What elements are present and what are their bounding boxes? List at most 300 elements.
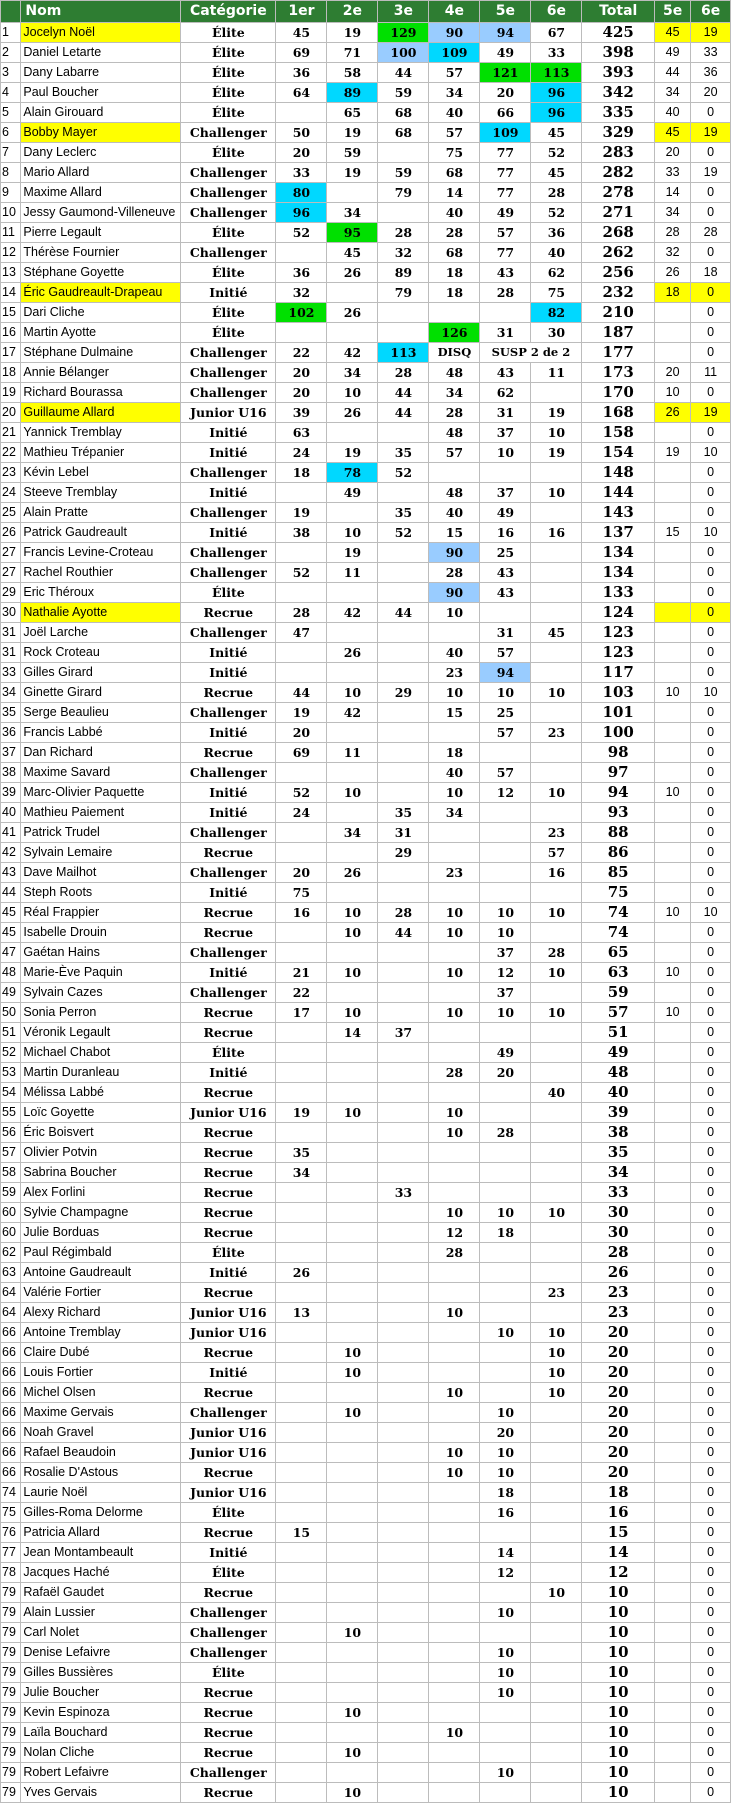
- score-cell: 10: [531, 1323, 582, 1343]
- player-name-cell: Rachel Routhier: [21, 563, 181, 583]
- score-cell: 113: [531, 63, 582, 83]
- excluded-score-cell: [654, 823, 690, 843]
- score-cell: 18: [480, 1223, 531, 1243]
- score-cell: [378, 1483, 429, 1503]
- table-row: [1, 563, 731, 583]
- score-cell: [276, 1683, 327, 1703]
- excluded-score-cell: 28: [654, 223, 690, 243]
- score-cell: [276, 1243, 327, 1263]
- player-name-cell: Gilles Bussières: [21, 1663, 181, 1683]
- score-cell: 71: [327, 43, 378, 63]
- score-cell: 28: [480, 1123, 531, 1143]
- score-cell: 10: [327, 383, 378, 403]
- player-name-cell: Mathieu Paiement: [21, 803, 181, 823]
- score-cell: SUSP 2 de 2: [480, 343, 582, 363]
- total-cell: 59: [582, 983, 655, 1003]
- category-cell: Challenger: [181, 543, 276, 563]
- score-cell: 10: [480, 1683, 531, 1703]
- excluded-score-cell: 0: [691, 1123, 731, 1143]
- excluded-score-cell: 10: [691, 443, 731, 463]
- score-cell: 10: [480, 1463, 531, 1483]
- score-cell: [531, 1463, 582, 1483]
- rank-cell: 49: [1, 983, 21, 1003]
- excluded-score-cell: 0: [691, 1403, 731, 1423]
- total-cell: 74: [582, 923, 655, 943]
- score-cell: 28: [480, 283, 531, 303]
- score-cell: 11: [327, 563, 378, 583]
- total-cell: 16: [582, 1503, 655, 1523]
- total-cell: 10: [582, 1703, 655, 1723]
- score-cell: 10: [531, 483, 582, 503]
- excluded-score-cell: [654, 623, 690, 643]
- excluded-score-cell: 0: [691, 1743, 731, 1763]
- score-cell: 44: [378, 63, 429, 83]
- score-cell: [480, 863, 531, 883]
- score-cell: 23: [429, 663, 480, 683]
- player-name-cell: Patricia Allard: [21, 1523, 181, 1543]
- score-cell: 31: [480, 323, 531, 343]
- player-name-cell: Patrick Trudel: [21, 823, 181, 843]
- rank-cell: 57: [1, 1143, 21, 1163]
- score-cell: [378, 1003, 429, 1023]
- total-cell: 144: [582, 483, 655, 503]
- player-name-cell: Laïla Bouchard: [21, 1723, 181, 1743]
- score-cell: 49: [327, 483, 378, 503]
- score-cell: [480, 1163, 531, 1183]
- rank-cell: 66: [1, 1463, 21, 1483]
- player-name-cell: Maxime Allard: [21, 183, 181, 203]
- category-cell: Recrue: [181, 923, 276, 943]
- score-cell: [480, 1383, 531, 1403]
- category-cell: Élite: [181, 143, 276, 163]
- table-row: [1, 1743, 731, 1763]
- score-cell: [429, 1623, 480, 1643]
- category-cell: Élite: [181, 1043, 276, 1063]
- score-cell: [276, 943, 327, 963]
- table-row: [1, 1263, 731, 1283]
- total-cell: 282: [582, 163, 655, 183]
- score-cell: 49: [480, 203, 531, 223]
- category-cell: Élite: [181, 263, 276, 283]
- table-row: [1, 23, 731, 43]
- table-row: [1, 1623, 731, 1643]
- table-row: [1, 83, 731, 103]
- rank-cell: 56: [1, 1123, 21, 1143]
- category-cell: Initié: [181, 663, 276, 683]
- rank-cell: 22: [1, 443, 21, 463]
- score-cell: 16: [480, 1503, 531, 1523]
- score-cell: [327, 1603, 378, 1623]
- excluded-score-cell: [654, 803, 690, 823]
- excluded-score-cell: [654, 1443, 690, 1463]
- table-row: [1, 163, 731, 183]
- excluded-score-cell: [654, 1063, 690, 1083]
- player-name-cell: Antoine Tremblay: [21, 1323, 181, 1343]
- score-cell: [480, 743, 531, 763]
- score-cell: [276, 583, 327, 603]
- excluded-score-cell: 18: [691, 263, 731, 283]
- excluded-score-cell: 0: [691, 1463, 731, 1483]
- excluded-score-cell: 26: [654, 263, 690, 283]
- score-cell: [327, 763, 378, 783]
- category-cell: Élite: [181, 1503, 276, 1523]
- excluded-score-cell: [654, 1523, 690, 1543]
- excluded-score-cell: [654, 483, 690, 503]
- category-cell: Challenger: [181, 983, 276, 1003]
- score-cell: [378, 783, 429, 803]
- player-name-cell: Paul Boucher: [21, 83, 181, 103]
- category-cell: Challenger: [181, 703, 276, 723]
- score-cell: 57: [429, 443, 480, 463]
- score-cell: [276, 823, 327, 843]
- score-cell: [531, 1143, 582, 1163]
- rank-cell: 79: [1, 1703, 21, 1723]
- score-cell: [327, 1683, 378, 1703]
- score-cell: 75: [531, 283, 582, 303]
- category-cell: Élite: [181, 303, 276, 323]
- score-cell: [378, 1223, 429, 1243]
- excluded-score-cell: 0: [691, 563, 731, 583]
- score-cell: 96: [276, 203, 327, 223]
- rank-cell: 76: [1, 1523, 21, 1543]
- score-cell: [327, 583, 378, 603]
- score-cell: 49: [480, 43, 531, 63]
- score-cell: [429, 1143, 480, 1163]
- score-cell: [531, 1603, 582, 1623]
- score-cell: [276, 1463, 327, 1483]
- excluded-score-cell: 0: [691, 203, 731, 223]
- score-cell: 10: [480, 1403, 531, 1423]
- player-name-cell: Loïc Goyette: [21, 1103, 181, 1123]
- total-cell: 210: [582, 303, 655, 323]
- table-row: [1, 1303, 731, 1323]
- rank-cell: 79: [1, 1603, 21, 1623]
- table-row: [1, 943, 731, 963]
- score-cell: [276, 1403, 327, 1423]
- score-cell: [378, 1383, 429, 1403]
- score-cell: 34: [429, 803, 480, 823]
- rank-cell: 31: [1, 623, 21, 643]
- player-name-cell: Michael Chabot: [21, 1043, 181, 1063]
- total-cell: 342: [582, 83, 655, 103]
- total-cell: 74: [582, 903, 655, 923]
- score-cell: 38: [276, 523, 327, 543]
- score-cell: 68: [429, 163, 480, 183]
- excluded-score-cell: 0: [691, 1623, 731, 1643]
- rank-cell: 50: [1, 1003, 21, 1023]
- score-cell: [276, 243, 327, 263]
- category-cell: Challenger: [181, 463, 276, 483]
- score-cell: [429, 1023, 480, 1043]
- rank-cell: 44: [1, 883, 21, 903]
- score-cell: [378, 303, 429, 323]
- score-cell: [378, 1583, 429, 1603]
- score-cell: [429, 1423, 480, 1443]
- score-cell: [429, 1643, 480, 1663]
- score-cell: 126: [429, 323, 480, 343]
- score-cell: [276, 543, 327, 563]
- score-cell: [327, 183, 378, 203]
- score-cell: 109: [429, 43, 480, 63]
- table-row: [1, 1323, 731, 1343]
- score-cell: 19: [531, 443, 582, 463]
- score-cell: 33: [531, 43, 582, 63]
- score-cell: [276, 1203, 327, 1223]
- player-name-cell: Noah Gravel: [21, 1423, 181, 1443]
- score-cell: [276, 1323, 327, 1343]
- score-cell: 47: [276, 623, 327, 643]
- excluded-score-cell: [654, 863, 690, 883]
- excluded-score-cell: [654, 983, 690, 1003]
- rank-cell: 24: [1, 483, 21, 503]
- score-cell: 65: [327, 103, 378, 123]
- rank-cell: 42: [1, 843, 21, 863]
- excluded-score-cell: 0: [691, 1663, 731, 1683]
- total-cell: 15: [582, 1523, 655, 1543]
- score-cell: [327, 1063, 378, 1083]
- table-row: [1, 1023, 731, 1043]
- total-cell: 23: [582, 1303, 655, 1323]
- player-name-cell: Rosalie D'Astous: [21, 1463, 181, 1483]
- score-cell: 28: [429, 1243, 480, 1263]
- score-cell: [276, 1703, 327, 1723]
- player-name-cell: Alex Forlini: [21, 1183, 181, 1203]
- category-cell: Recrue: [181, 1723, 276, 1743]
- rank-cell: 4: [1, 83, 21, 103]
- score-cell: [531, 743, 582, 763]
- player-name-cell: Steeve Tremblay: [21, 483, 181, 503]
- score-cell: 43: [480, 563, 531, 583]
- player-name-cell: Maxime Savard: [21, 763, 181, 783]
- excluded-score-cell: 20: [654, 363, 690, 383]
- category-cell: Challenger: [181, 183, 276, 203]
- excluded-score-cell: 0: [691, 1283, 731, 1303]
- table-row: [1, 1503, 731, 1523]
- score-cell: [327, 1183, 378, 1203]
- table-row: [1, 103, 731, 123]
- category-cell: Initié: [181, 1363, 276, 1383]
- excluded-score-cell: 20: [691, 83, 731, 103]
- player-name-cell: Mario Allard: [21, 163, 181, 183]
- excluded-score-cell: [654, 1083, 690, 1103]
- player-name-cell: Kévin Lebel: [21, 463, 181, 483]
- score-cell: [327, 943, 378, 963]
- rank-cell: 41: [1, 823, 21, 843]
- category-cell: Initié: [181, 1063, 276, 1083]
- score-cell: [429, 1543, 480, 1563]
- rank-cell: 79: [1, 1783, 21, 1803]
- score-cell: 10: [327, 1703, 378, 1723]
- player-name-cell: Dany Leclerc: [21, 143, 181, 163]
- rank-cell: 60: [1, 1203, 21, 1223]
- table-row: [1, 1683, 731, 1703]
- table-row: [1, 123, 731, 143]
- score-cell: 57: [429, 123, 480, 143]
- score-cell: [327, 1503, 378, 1523]
- score-cell: 10: [531, 1203, 582, 1223]
- table-row: [1, 1543, 731, 1563]
- player-name-cell: Laurie Noël: [21, 1483, 181, 1503]
- rank-cell: 79: [1, 1643, 21, 1663]
- score-cell: [531, 663, 582, 683]
- score-cell: 48: [429, 363, 480, 383]
- category-cell: Initié: [181, 723, 276, 743]
- category-cell: Junior U16: [181, 1323, 276, 1343]
- score-cell: 68: [429, 243, 480, 263]
- excluded-score-cell: 0: [691, 943, 731, 963]
- score-cell: 20: [276, 723, 327, 743]
- table-row: [1, 1583, 731, 1603]
- score-cell: [276, 923, 327, 943]
- excluded-score-cell: 0: [691, 483, 731, 503]
- rank-cell: 40: [1, 803, 21, 823]
- category-cell: Recrue: [181, 1523, 276, 1543]
- score-cell: [327, 323, 378, 343]
- score-cell: [531, 383, 582, 403]
- standings-body: [1, 23, 731, 1803]
- score-cell: [378, 143, 429, 163]
- score-cell: 11: [327, 743, 378, 763]
- rank-cell: 79: [1, 1743, 21, 1763]
- score-cell: [480, 303, 531, 323]
- excluded-score-cell: [654, 1283, 690, 1303]
- score-cell: 22: [276, 983, 327, 1003]
- excluded-score-cell: 0: [691, 1203, 731, 1223]
- score-cell: [327, 423, 378, 443]
- score-cell: 10: [429, 963, 480, 983]
- score-cell: 12: [480, 783, 531, 803]
- rank-cell: 18: [1, 363, 21, 383]
- score-cell: 113: [378, 343, 429, 363]
- score-cell: [276, 1603, 327, 1623]
- score-cell: 40: [429, 503, 480, 523]
- total-cell: 40: [582, 1083, 655, 1103]
- score-cell: 57: [480, 223, 531, 243]
- excluded-score-cell: 0: [691, 863, 731, 883]
- category-cell: Recrue: [181, 1343, 276, 1363]
- player-name-cell: Ginette Girard: [21, 683, 181, 703]
- score-cell: 19: [327, 163, 378, 183]
- score-cell: 129: [378, 23, 429, 43]
- score-cell: 10: [531, 1003, 582, 1023]
- rank-cell: 16: [1, 323, 21, 343]
- score-cell: 96: [531, 83, 582, 103]
- score-cell: 89: [378, 263, 429, 283]
- score-cell: 45: [531, 623, 582, 643]
- score-cell: [531, 1563, 582, 1583]
- score-cell: [276, 1123, 327, 1143]
- score-cell: [378, 1403, 429, 1423]
- category-cell: Recrue: [181, 1743, 276, 1763]
- score-cell: [531, 1523, 582, 1543]
- score-cell: 40: [429, 763, 480, 783]
- score-cell: [480, 1183, 531, 1203]
- player-name-cell: Marie-Ève Paquin: [21, 963, 181, 983]
- score-cell: 33: [276, 163, 327, 183]
- score-cell: [378, 743, 429, 763]
- category-cell: Initié: [181, 963, 276, 983]
- player-name-cell: Carl Nolet: [21, 1623, 181, 1643]
- excluded-score-cell: 0: [691, 883, 731, 903]
- score-cell: [327, 1043, 378, 1063]
- score-cell: 52: [276, 563, 327, 583]
- column-header-1er: 1er: [276, 1, 327, 23]
- table-row: [1, 143, 731, 163]
- excluded-score-cell: [654, 643, 690, 663]
- total-cell: 329: [582, 123, 655, 143]
- score-cell: [480, 803, 531, 823]
- score-cell: [531, 923, 582, 943]
- score-cell: 37: [480, 983, 531, 1003]
- total-cell: 23: [582, 1283, 655, 1303]
- score-cell: [327, 623, 378, 643]
- score-cell: [480, 1363, 531, 1383]
- score-cell: [531, 1223, 582, 1243]
- excluded-score-cell: [654, 1723, 690, 1743]
- score-cell: 50: [276, 123, 327, 143]
- score-cell: [480, 463, 531, 483]
- score-cell: 28: [429, 1063, 480, 1083]
- score-cell: [378, 1663, 429, 1683]
- score-cell: 62: [531, 263, 582, 283]
- excluded-score-cell: 19: [691, 163, 731, 183]
- score-cell: 78: [327, 463, 378, 483]
- score-cell: [378, 943, 429, 963]
- score-cell: [327, 1283, 378, 1303]
- score-cell: 90: [429, 543, 480, 563]
- player-name-cell: Rafael Beaudoin: [21, 1443, 181, 1463]
- score-cell: [276, 1043, 327, 1063]
- excluded-score-cell: 0: [691, 803, 731, 823]
- score-cell: 48: [429, 423, 480, 443]
- score-cell: [378, 643, 429, 663]
- score-cell: 77: [480, 143, 531, 163]
- score-cell: 30: [531, 323, 582, 343]
- category-cell: Initié: [181, 883, 276, 903]
- score-cell: 29: [378, 843, 429, 863]
- excluded-score-cell: 0: [691, 783, 731, 803]
- score-cell: 10: [429, 783, 480, 803]
- excluded-score-cell: 0: [691, 283, 731, 303]
- player-name-cell: Joël Larche: [21, 623, 181, 643]
- player-name-cell: Julie Borduas: [21, 1223, 181, 1243]
- score-cell: [327, 1143, 378, 1163]
- table-row: [1, 1183, 731, 1203]
- score-cell: [429, 1043, 480, 1063]
- excluded-score-cell: 0: [691, 1783, 731, 1803]
- excluded-score-cell: 0: [691, 1583, 731, 1603]
- category-cell: Recrue: [181, 1703, 276, 1723]
- score-cell: 10: [531, 1363, 582, 1383]
- score-cell: [378, 1723, 429, 1743]
- player-name-cell: Valérie Fortier: [21, 1283, 181, 1303]
- category-cell: Recrue: [181, 1183, 276, 1203]
- table-row: [1, 43, 731, 63]
- score-cell: 59: [378, 83, 429, 103]
- category-cell: Initié: [181, 1543, 276, 1563]
- category-cell: Challenger: [181, 943, 276, 963]
- score-cell: 34: [327, 363, 378, 383]
- total-cell: 398: [582, 43, 655, 63]
- rank-cell: 66: [1, 1443, 21, 1463]
- score-cell: 80: [276, 183, 327, 203]
- score-cell: 10: [327, 683, 378, 703]
- rank-cell: 64: [1, 1283, 21, 1303]
- table-row: [1, 1703, 731, 1723]
- score-cell: 17: [276, 1003, 327, 1023]
- total-cell: 101: [582, 703, 655, 723]
- score-cell: 10: [429, 1003, 480, 1023]
